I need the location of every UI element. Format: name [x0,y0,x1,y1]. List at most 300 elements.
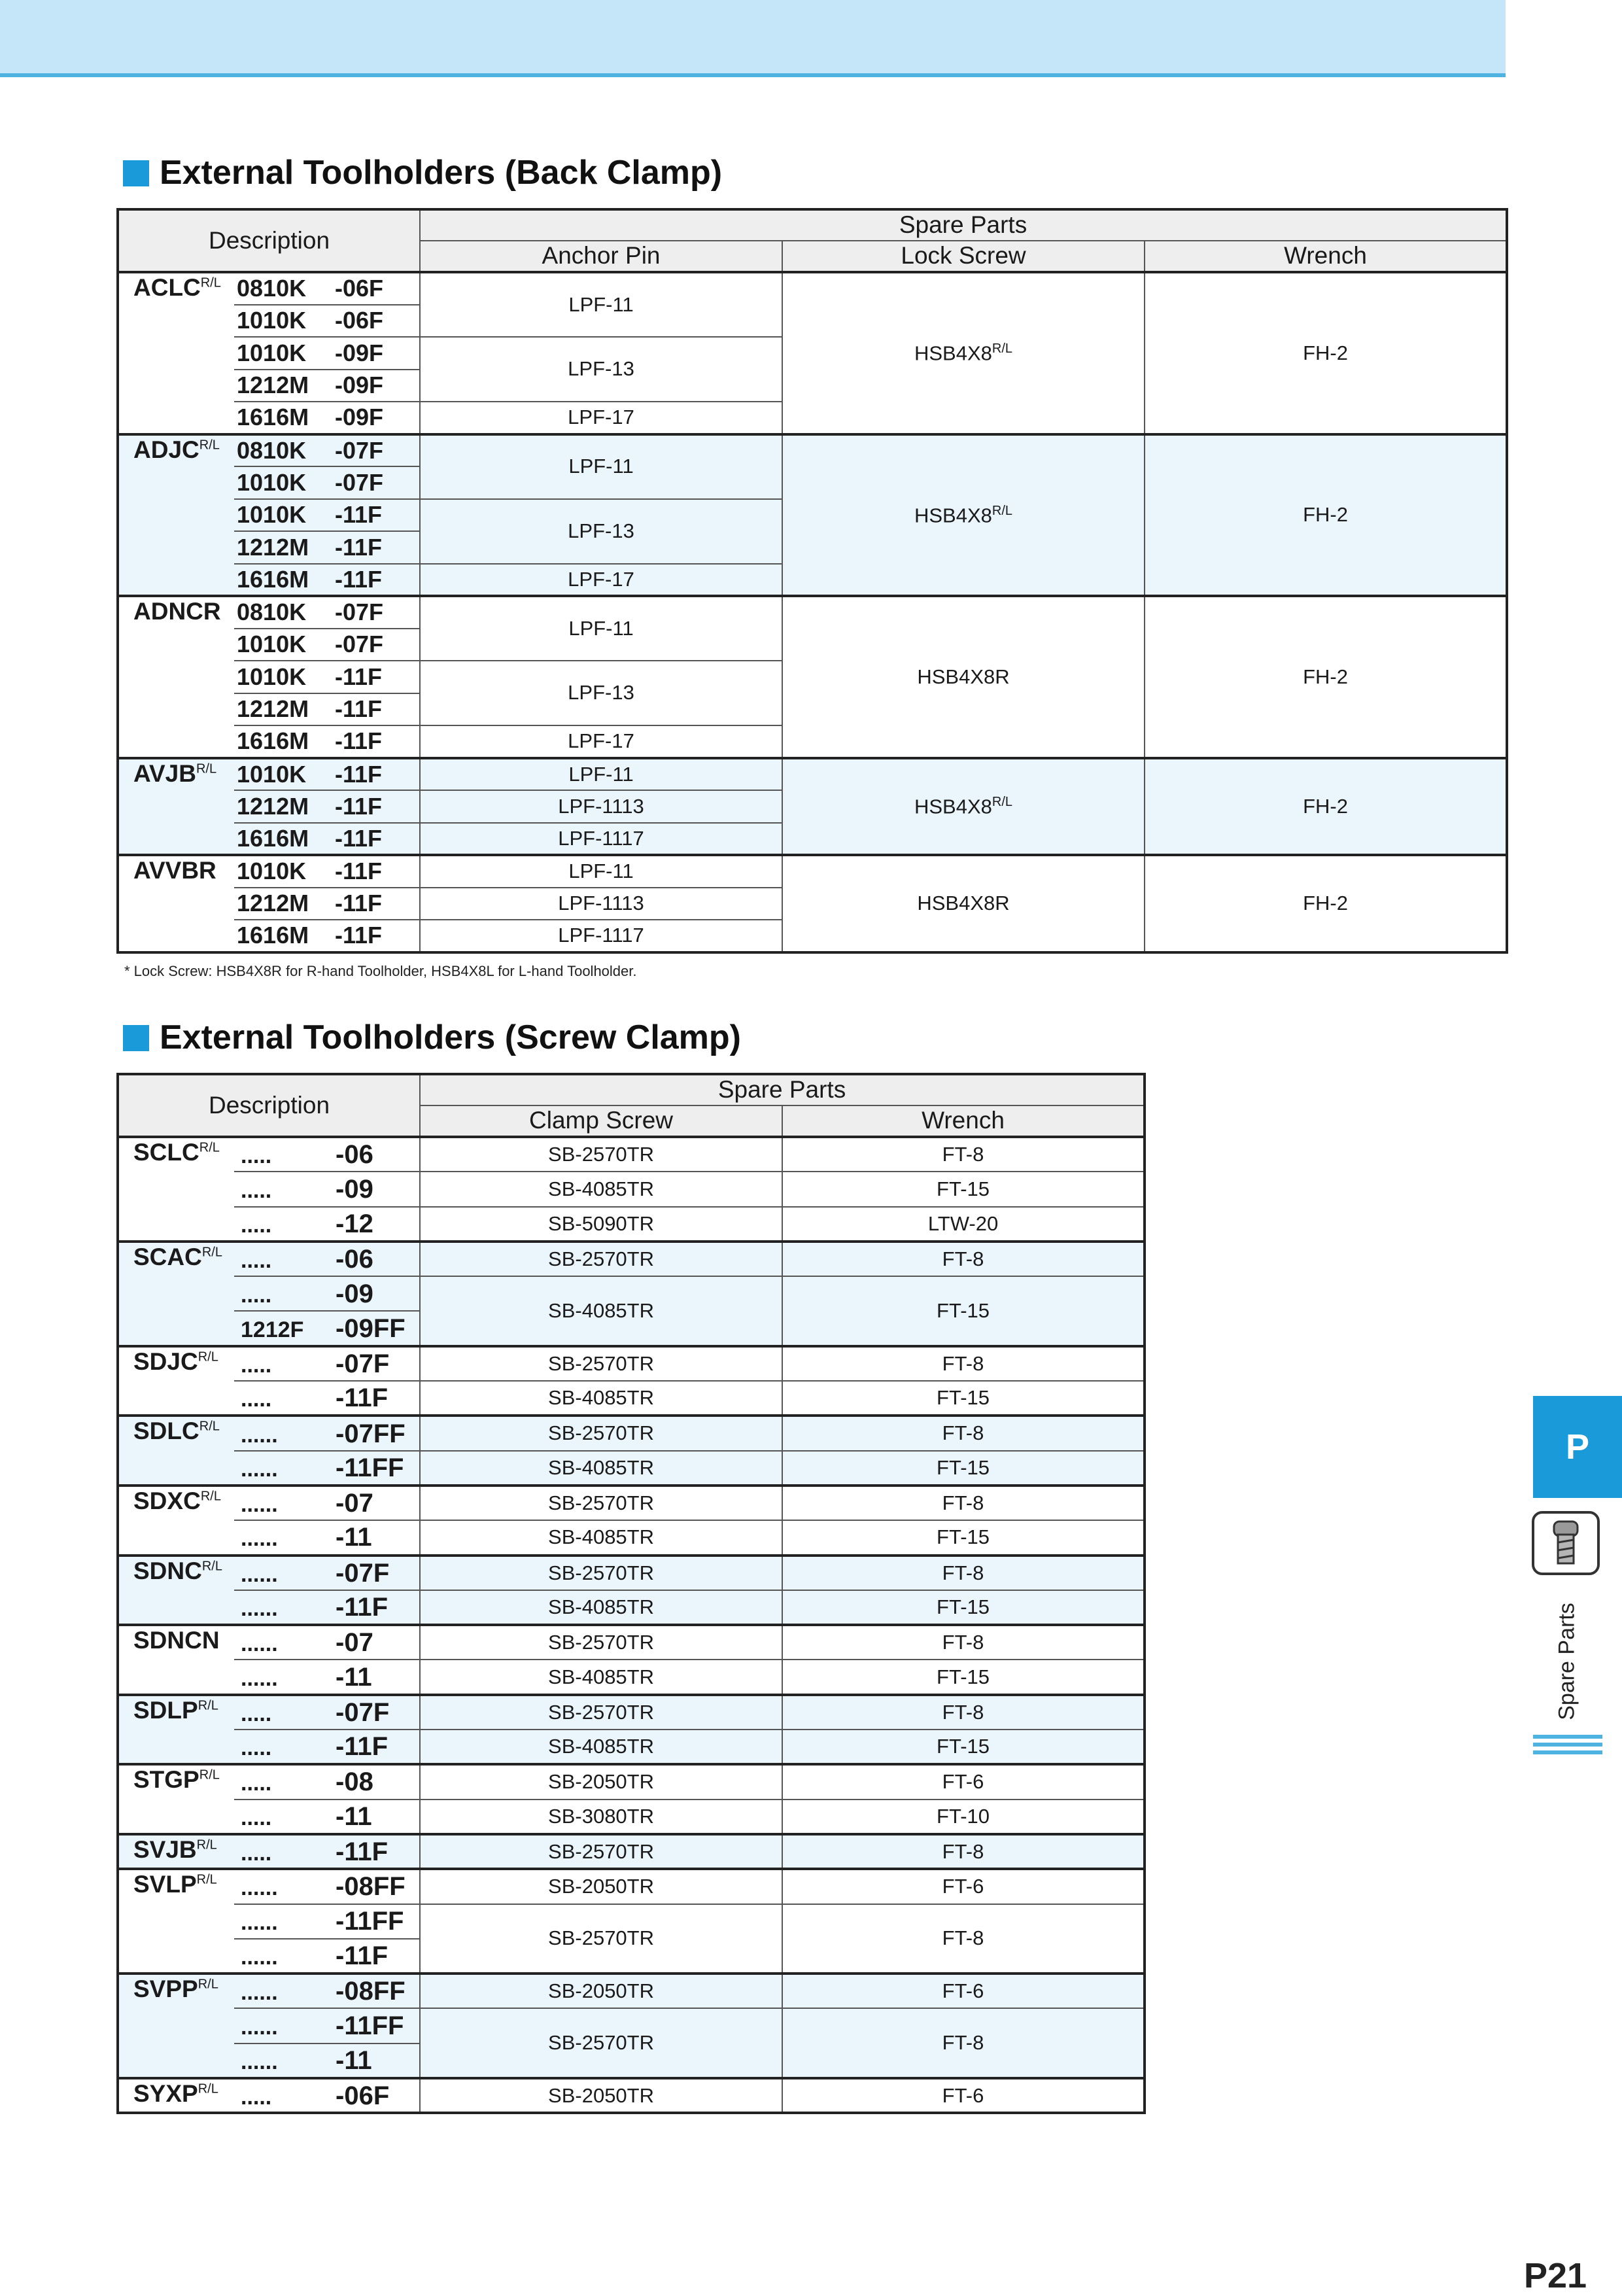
code-cell [234,466,420,499]
insert-code: -09 [336,1279,373,1308]
code-cell [234,823,420,856]
rl-mark-r: R [992,795,1002,810]
code-cell [234,402,420,434]
code-cell [234,1695,420,1730]
code-cell [234,499,420,532]
wrench-cell: FT-8 [782,1486,1145,1520]
rl-mark-sep: / [207,1977,211,1992]
code-prefix: ...... [241,1561,278,1587]
wrench-cell: FH-2 [1145,434,1507,597]
code-cell [234,1904,420,1939]
insert-code: -11F [335,501,383,529]
group-adjc [118,434,1507,597]
insert-code: -11F [335,727,383,755]
table-row [118,1974,1145,2008]
anchor-pin-cell: LPF-11 [420,855,782,888]
rl-mark-l: L [212,1419,220,1435]
wrench-cell: FT-8 [782,1695,1145,1730]
rl-mark [199,1141,220,1155]
insert-code: -11F [335,533,383,561]
code-prefix: ...... [241,1526,278,1552]
model-label: SDNCN [133,1627,220,1654]
code-cell [234,1974,420,2008]
table-row [118,1764,1145,1799]
code-cell [234,1346,420,1381]
insert-code: -11F [335,922,383,949]
rl-mark-sep: / [210,1489,214,1504]
shank-code: 1010K [237,307,307,334]
insert-code: -11 [336,1801,372,1831]
wrench-cell: FT-8 [782,2008,1145,2078]
insert-code: -11F [335,824,383,852]
code-prefix: 1212F [241,1317,304,1342]
code-cell [234,1486,420,1520]
shank-code: 1212M [237,533,309,561]
shank-code: 1010K [237,760,307,788]
group-stgp [118,1764,1145,1834]
model-label: SDLC [133,1418,199,1445]
code-prefix: ..... [241,1143,272,1169]
code-prefix: ..... [241,1805,272,1830]
insert-code: -09F [335,404,384,431]
table-row [118,1381,1145,1416]
insert-code: -07F [336,1697,390,1727]
rl-mark [202,1559,222,1573]
rl-mark-sep: / [207,1698,211,1713]
table-row [118,2078,1145,2113]
clamp-screw-cell: SB-2570TR [420,1834,782,1869]
clamp-screw-cell: SB-2570TR [420,1346,782,1381]
table-row [118,1520,1145,1555]
code-cell [234,1625,420,1660]
model-label: ACLC [133,274,201,301]
rl-mark-sep: / [1001,795,1005,810]
model-label: AVJB [133,759,196,787]
rl-mark-sep: / [206,1837,210,1852]
rl-mark-sep: / [207,2081,211,2096]
rl-mark-sep: / [209,1419,213,1435]
shank-code: 1616M [237,565,309,593]
wrench-cell: FT-6 [782,1764,1145,1799]
table-row [118,1695,1145,1730]
insert-code: -11F [336,1837,388,1866]
table-row [118,1137,1145,1172]
model-name [118,596,234,758]
table-row [118,1242,1145,1276]
anchor-pin-cell: LPF-13 [420,661,782,725]
code-prefix: ...... [241,1422,278,1448]
clamp-screw-cell: SB-2570TR [420,1625,782,1660]
rl-mark [197,1873,217,1887]
table-row [118,1660,1145,1694]
side-tab-label: Spare Parts [1554,1603,1579,1720]
group-sdlp [118,1695,1145,1765]
rl-mark [202,1245,222,1260]
table-row [118,1904,1145,1939]
screw-icon [1532,1511,1600,1575]
table-row [118,1625,1145,1660]
group-svlp [118,1869,1145,1974]
model-label: SDJC [133,1348,198,1375]
wrench-cell: FH-2 [1145,758,1507,856]
anchor-pin-cell: LPF-13 [420,337,782,402]
code-prefix: ...... [241,1665,278,1691]
screw-clamp-table [116,1073,1146,2114]
code-prefix: ..... [241,1701,272,1726]
wrench-cell: FT-8 [782,1904,1145,1974]
shank-code: 0810K [237,436,307,464]
code-cell [234,1137,420,1172]
rl-mark-sep: / [211,1245,215,1260]
header-clamp-screw: Clamp Screw [420,1105,782,1137]
model-name [118,1834,234,1869]
code-prefix: ...... [241,1875,278,1901]
shank-code: 1212M [237,792,309,820]
rl-mark-sep: / [209,1768,213,1783]
group-sdnc [118,1556,1145,1626]
clamp-screw-cell: SB-2570TR [420,1904,782,1974]
clamp-screw-cell: SB-4085TR [420,1730,782,1764]
wrench-cell: FT-15 [782,1730,1145,1764]
code-cell [234,1520,420,1555]
code-cell [234,305,420,338]
rl-mark-r: R [199,438,209,453]
page-number: P21 [1524,2256,1587,2295]
lock-screw-value: HSB4X8 [914,503,992,527]
code-prefix: ...... [241,1456,278,1482]
insert-code: -11F [336,1593,388,1622]
wrench-cell: FT-8 [782,1346,1145,1381]
shank-code: 1616M [237,404,309,431]
insert-code: -11F [336,1732,388,1762]
insert-code: -11F [335,890,383,917]
group-svpp [118,1974,1145,2078]
rl-mark-l: L [209,1872,217,1887]
rl-mark-r: R [201,1245,212,1260]
model-label: SDXC [133,1487,201,1514]
model-name [118,1137,234,1242]
anchor-pin-cell: LPF-17 [420,564,782,597]
anchor-pin-cell: LPF-17 [420,725,782,758]
rl-mark-l: L [211,2081,218,2096]
code-cell [234,1869,420,1904]
clamp-screw-cell: SB-4085TR [420,1381,782,1416]
wrench-cell: FH-2 [1145,272,1507,434]
clamp-screw-cell: SB-2570TR [420,1556,782,1590]
top-band [0,0,1506,77]
insert-code: -11F [336,1383,388,1413]
insert-code: -08 [336,1767,373,1797]
code-prefix: ..... [241,1735,272,1761]
wrench-cell: FT-8 [782,1416,1145,1450]
insert-code: -07F [335,436,384,464]
wrench-cell: FH-2 [1145,855,1507,952]
insert-code: -11 [336,1662,372,1692]
insert-code: -07 [336,1628,373,1658]
insert-code: -09FF [336,1313,406,1343]
shank-code: 1010K [237,663,307,690]
insert-code: -11F [335,695,383,723]
wrench-cell: LTW-20 [782,1207,1145,1242]
clamp-screw-cell: SB-2050TR [420,1869,782,1904]
insert-code: -11 [336,1523,372,1552]
model-label: SVJB [133,1835,197,1863]
anchor-pin-cell: LPF-11 [420,758,782,791]
wrench-cell: FT-15 [782,1276,1145,1346]
wrench-cell: FT-6 [782,1974,1145,2008]
group-syxp [118,2078,1145,2113]
rl-mark [992,795,1012,809]
rl-mark-l: L [213,1489,221,1504]
code-prefix: ...... [241,1596,278,1621]
rl-mark-l: L [211,1698,218,1713]
section-title-screw-clamp: External Toolholders (Screw Clamp) [123,1017,741,1058]
model-name [118,434,234,597]
rl-mark-sep: / [1001,341,1005,357]
code-cell [234,1242,420,1276]
wrench-cell: FT-15 [782,1590,1145,1625]
group-svjb [118,1834,1145,1869]
group-sclc [118,1137,1145,1242]
clamp-screw-cell: SB-2050TR [420,1764,782,1799]
rl-mark-sep: / [1001,503,1005,518]
table-row [118,1207,1145,1242]
rl-mark [198,1977,218,1992]
code-prefix: ..... [241,1840,272,1866]
insert-code: -07FF [336,1419,406,1448]
insert-code: -11F [335,565,383,593]
square-bullet-icon [123,1025,149,1051]
code-cell [234,1276,420,1311]
table-row [118,272,1507,305]
table-row [118,1590,1145,1625]
shank-code: 1010K [237,468,307,496]
table-row [118,1172,1145,1206]
wrench-cell: FT-10 [782,1800,1145,1834]
model-name [118,1974,234,2078]
anchor-pin-cell: LPF-1117 [420,823,782,856]
anchor-pin-cell: LPF-11 [420,434,782,499]
header-description: Description [118,1074,420,1137]
code-prefix: ...... [241,1631,278,1657]
rl-mark [199,1768,220,1783]
model-name [118,1764,234,1834]
model-label: AVVBR [133,857,216,884]
table-row [118,596,1507,629]
rl-mark-r: R [200,1489,211,1504]
rl-mark-r: R [198,1698,208,1713]
code-cell [234,1590,420,1625]
rl-mark-sep: / [207,1349,211,1365]
code-cell [234,2078,420,2113]
group-adncr [118,596,1507,758]
code-cell [234,661,420,693]
table-row [118,1869,1145,1904]
anchor-pin-cell: LPF-1117 [420,920,782,952]
anchor-pin-cell: LPF-17 [420,402,782,434]
clamp-screw-cell: SB-2570TR [420,1137,782,1172]
rl-mark-sep: / [211,1559,215,1574]
code-prefix: ..... [241,1248,272,1274]
header-spare-parts: Spare Parts [420,1074,1145,1105]
shank-code: 1010K [237,631,307,658]
model-label: SVLP [133,1871,197,1898]
code-prefix: ...... [241,1980,278,2006]
clamp-screw-cell: SB-4085TR [420,1660,782,1694]
model-name [118,1869,234,1974]
header-wrench: Wrench [1145,241,1507,272]
table-row [118,434,1507,467]
wrench-cell: FT-15 [782,1172,1145,1206]
code-cell [234,1800,420,1834]
code-cell [234,1416,420,1450]
table-row [118,1834,1145,1869]
model-name [118,1416,234,1486]
rl-mark-l: L [213,275,221,290]
code-cell [234,1939,420,1974]
code-cell [234,920,420,952]
code-cell [234,1172,420,1206]
section-tab-p[interactable]: P [1533,1396,1622,1498]
code-cell [234,337,420,370]
header-wrench: Wrench [782,1105,1145,1137]
model-name [118,2078,234,2113]
rl-mark [992,504,1012,518]
wrench-cell: FT-15 [782,1520,1145,1555]
insert-code: -08FF [336,1872,406,1902]
rl-mark-r: R [199,1768,209,1783]
lock-screw-value: HSB4X8R [917,892,1010,915]
rl-mark-l: L [211,1977,218,1992]
wrench-cell: FH-2 [1145,596,1507,758]
insert-code: -09F [335,372,384,399]
shank-code: 1212M [237,890,309,917]
code-cell [234,888,420,920]
lock-screw-cell [782,758,1145,856]
code-prefix: ...... [241,1492,278,1518]
model-label: SDLP [133,1696,198,1724]
shank-code: 1010K [237,339,307,366]
clamp-screw-cell: SB-2570TR [420,1416,782,1450]
table-row [118,2008,1145,2043]
clamp-screw-cell: SB-4085TR [420,1590,782,1625]
model-label: SVPP [133,1975,198,2003]
insert-code: -12 [336,1209,373,1238]
rl-mark-r: R [196,1872,207,1887]
insert-code: -07F [335,631,384,658]
code-cell [234,1660,420,1694]
rl-mark-sep: / [209,438,213,453]
code-cell [234,1451,420,1486]
rl-mark-l: L [1005,795,1013,810]
rl-mark-sep: / [205,761,209,776]
rl-mark-sep: / [210,275,214,290]
code-cell [234,434,420,467]
rl-mark-r: R [196,761,206,776]
code-prefix: ...... [241,2049,278,2074]
code-cell [234,790,420,823]
insert-code: -11F [335,760,383,788]
table-row [118,1730,1145,1764]
rl-mark [199,438,220,452]
table-row [118,1276,1145,1311]
shank-code: 0810K [237,599,307,626]
table-row [118,758,1507,791]
wrench-cell: FT-6 [782,2078,1145,2113]
rl-mark-l: L [209,761,217,776]
group-sdjc [118,1346,1145,1416]
code-cell [234,1207,420,1242]
code-cell [234,855,420,888]
lock-screw-cell [782,434,1145,597]
code-cell [234,725,420,758]
code-prefix: ...... [241,1944,278,1970]
code-prefix: ..... [241,1282,272,1308]
group-avvbr [118,855,1507,952]
insert-code: -06F [335,307,384,334]
model-label: SDNC [133,1557,202,1584]
rl-mark-r: R [201,1559,212,1574]
back-clamp-table [116,208,1508,954]
table-row [118,855,1507,888]
clamp-screw-cell: SB-2570TR [420,1242,782,1276]
anchor-pin-cell: LPF-11 [420,272,782,337]
rl-mark-r: R [198,2081,208,2096]
lock-screw-value: HSB4X8R [917,665,1010,688]
insert-code: -11F [335,663,383,690]
rl-mark-r: R [992,503,1002,518]
model-name [118,1695,234,1765]
model-name [118,272,234,434]
code-cell [234,564,420,597]
code-cell [234,629,420,661]
table-row [118,1556,1145,1590]
rl-mark-l: L [1005,341,1013,357]
model-name [118,1556,234,1626]
model-name [118,1242,234,1346]
shank-code: 1616M [237,824,309,852]
shank-code: 1212M [237,695,309,723]
rl-mark-l: L [212,438,220,453]
insert-code: -11F [335,858,383,885]
anchor-pin-cell: LPF-11 [420,596,782,661]
code-cell [234,2044,420,2078]
insert-code: -11FF [336,2011,404,2041]
rl-mark-l: L [212,1768,220,1783]
code-prefix: ..... [241,2084,272,2110]
clamp-screw-cell: SB-2570TR [420,2008,782,2078]
group-sdxc [118,1486,1145,1556]
code-cell [234,758,420,791]
code-cell [234,531,420,564]
rl-mark [198,1698,218,1713]
rl-mark [199,1419,220,1434]
code-cell [234,693,420,726]
rl-mark-r: R [199,1419,209,1435]
rl-mark [197,1838,217,1852]
rl-mark-l: L [1005,503,1013,518]
wrench-cell: FT-8 [782,1556,1145,1590]
insert-code: -11F [335,792,383,820]
model-name [118,1625,234,1695]
group-sdlc [118,1416,1145,1486]
clamp-screw-cell: SB-4085TR [420,1276,782,1346]
table-row [118,1346,1145,1381]
insert-code: -07F [336,1558,390,1588]
insert-code: -11 [336,2045,372,2075]
insert-code: -06 [336,1245,373,1274]
table-row [118,1800,1145,1834]
